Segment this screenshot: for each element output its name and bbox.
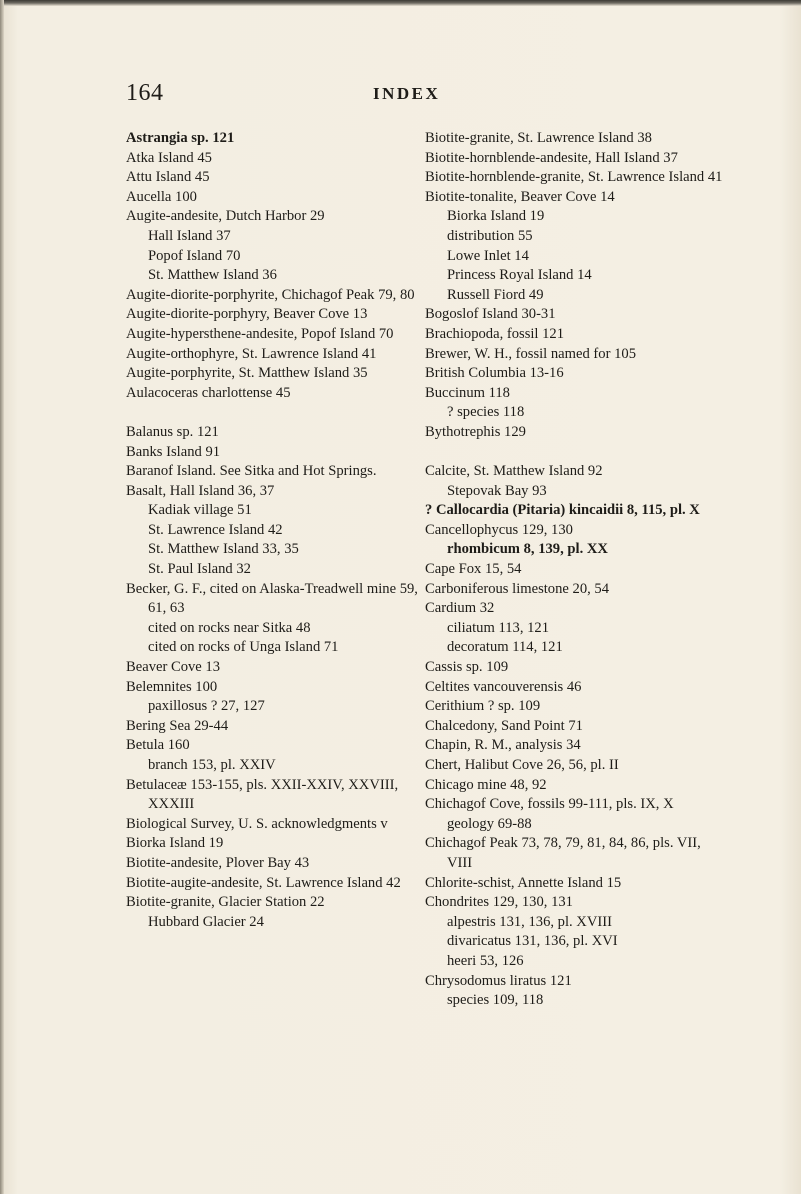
index-entry: Chrysodomus liratus 121	[425, 972, 572, 989]
page-left-edge	[0, 0, 4, 1194]
index-entry: ? Callocardia (Pitaria) kincaidii 8, 115, pl. X	[425, 502, 700, 519]
index-subentry: Lowe Inlet 14	[447, 247, 529, 264]
index-entry: Astrangia sp. 121	[126, 130, 235, 146]
index-entry: Cerithium ? sp. 109	[425, 698, 541, 715]
index-subentry: rhombicum 8, 139, pl. XX	[447, 541, 608, 558]
index-entry: Brewer, W. H., fossil named for 105	[425, 345, 636, 362]
index-entry: Chapin, R. M., analysis 34	[425, 737, 581, 754]
index-subentry: distribution 55	[447, 227, 533, 244]
index-entry: Cassis sp. 109	[425, 659, 509, 676]
index-entry: Bogoslof Island 30-31	[425, 306, 556, 323]
index-subentry: paxillosus ? 27, 127	[148, 698, 265, 715]
index-subentry: alpestris 131, 136, pl. XVIII	[447, 913, 612, 930]
index-entry: Chert, Halibut Cove 26, 56, pl. II	[425, 757, 619, 773]
index-subentry: geology 69-88	[447, 815, 532, 832]
index-entry: Brachiopoda, fossil 121	[425, 325, 565, 342]
index-subentry: St. Lawrence Island 42	[148, 521, 283, 538]
index-entry: Biotite-tonalite, Beaver Cove 14	[425, 188, 615, 205]
index-entry: Aucella 100	[126, 188, 197, 205]
index-entry: Baranof Island. See Sitka and Hot Springs.	[126, 463, 377, 480]
page-header	[0, 80, 801, 110]
index-entry: Augite-porphyrite, St. Matthew Island 35	[126, 365, 368, 382]
index-entry: Bering Sea 29-44	[126, 717, 229, 734]
index-entry: Betulaceæ 153-155, pls. XXII-XXIV, XXVIII, XXXIII	[126, 776, 399, 813]
index-entry: Biotite-granite, St. Lawrence Island 38	[425, 130, 652, 146]
index-entry: Chicago mine 48, 92	[425, 776, 547, 793]
index-entry: Atka Island 45	[126, 149, 212, 166]
index-entry: Balanus sp. 121	[126, 423, 219, 440]
index-subentry: Russell Fiord 49	[447, 286, 544, 303]
index-subentry: St. Matthew Island 36	[148, 267, 277, 284]
index-entry: Celtites vancouverensis 46	[425, 678, 582, 695]
page-number: 164	[126, 80, 164, 106]
index-subentry: Kadiak village 51	[148, 502, 252, 519]
index-subentry: decoratum 114, 121	[447, 639, 563, 656]
index-subentry: cited on rocks near Sitka 48	[148, 619, 311, 636]
index-entry: Augite-diorite-porphyry, Beaver Cove 13	[126, 306, 368, 323]
index-entry: Cape Fox 15, 54	[425, 561, 522, 578]
index-subentry: Popof Island 70	[148, 247, 241, 264]
index-entry: Biotite-augite-andesite, St. Lawrence Island 42	[126, 874, 401, 891]
index-entry: Bythotrephis 129	[425, 423, 526, 440]
index-subentry: Biorka Island 19	[447, 208, 545, 225]
index-subentry: ciliatum 113, 121	[447, 619, 550, 636]
index-subentry: heeri 53, 126	[447, 952, 524, 969]
index-entry: Chalcedony, Sand Point 71	[425, 717, 583, 734]
index-subentry: St. Matthew Island 33, 35	[148, 541, 299, 558]
index-subentry: cited on rocks of Unga Island 71	[148, 639, 339, 656]
index-entry: Biotite-hornblende-granite, St. Lawrence Island 41	[425, 169, 723, 186]
index-subentry: Stepovak Bay 93	[447, 482, 547, 499]
index-entry: Chichagof Peak 73, 78, 79, 81, 84, 86, pls. VII, VIII	[425, 835, 701, 871]
index-subentry: species 109, 118	[447, 992, 544, 1009]
index-subentry: Hubbard Glacier 24	[148, 913, 264, 930]
index-entry: Basalt, Hall Island 36, 37	[126, 482, 275, 499]
index-column-left	[126, 129, 426, 932]
index-entry: Cardium 32	[425, 600, 495, 617]
index-entry: Calcite, St. Matthew Island 92	[425, 463, 603, 480]
index-entry: Biotite-granite, Glacier Station 22	[126, 894, 325, 911]
index-entry: Becker, G. F., cited on Alaska-Treadwell mine 59, 61, 63	[126, 580, 418, 617]
index-entry: Augite-diorite-porphyrite, Chichagof Peak 79, 80	[126, 286, 415, 303]
index-entry: Chlorite-schist, Annette Island 15	[425, 874, 622, 891]
index-entry: British Columbia 13-16	[425, 365, 564, 382]
index-entry: Cancellophycus 129, 130	[425, 521, 573, 538]
index-entry: Biological Survey, U. S. acknowledgments v	[126, 815, 388, 832]
index-entry: Attu Island 45	[126, 169, 210, 186]
index-subentry: divaricatus 131, 136, pl. XVI	[447, 933, 618, 950]
index-entry: Biorka Island 19	[126, 835, 224, 852]
index-entry: Biotite-hornblende-andesite, Hall Island 37	[425, 149, 678, 166]
page-top-edge	[0, 0, 801, 6]
index-entry: Belemnites 100	[126, 678, 218, 695]
index-entry: Chondrites 129, 130, 131	[425, 894, 573, 911]
index-subentry: Princess Royal Island 14	[447, 267, 592, 284]
index-entry: Buccinum 118	[425, 384, 510, 401]
index-entry: Carboniferous limestone 20, 54	[425, 580, 610, 597]
index-entry: Betula 160	[126, 737, 190, 754]
running-title: INDEX	[373, 84, 441, 103]
index-entry: Augite-andesite, Dutch Harbor 29	[126, 208, 325, 225]
index-subentry: ? species 118	[447, 404, 525, 421]
index-subentry: St. Paul Island 32	[148, 561, 251, 578]
index-subentry: Hall Island 37	[148, 227, 231, 244]
index-subentry: branch 153, pl. XXIV	[148, 757, 276, 773]
index-entry: Augite-hypersthene-andesite, Popof Island 70	[126, 325, 394, 342]
index-entry: Banks Island 91	[126, 443, 221, 460]
section-gap	[126, 403, 426, 423]
section-gap	[425, 443, 727, 463]
index-entry: Biotite-andesite, Plover Bay 43	[126, 854, 310, 871]
index-entry: Beaver Cove 13	[126, 659, 221, 676]
index-entry: Aulacoceras charlottense 45	[126, 384, 291, 401]
index-entry: Chichagof Cove, fossils 99-111, pls. IX, X	[425, 796, 674, 813]
index-column-right	[425, 129, 727, 1011]
index-entry: Augite-orthophyre, St. Lawrence Island 41	[126, 345, 377, 362]
